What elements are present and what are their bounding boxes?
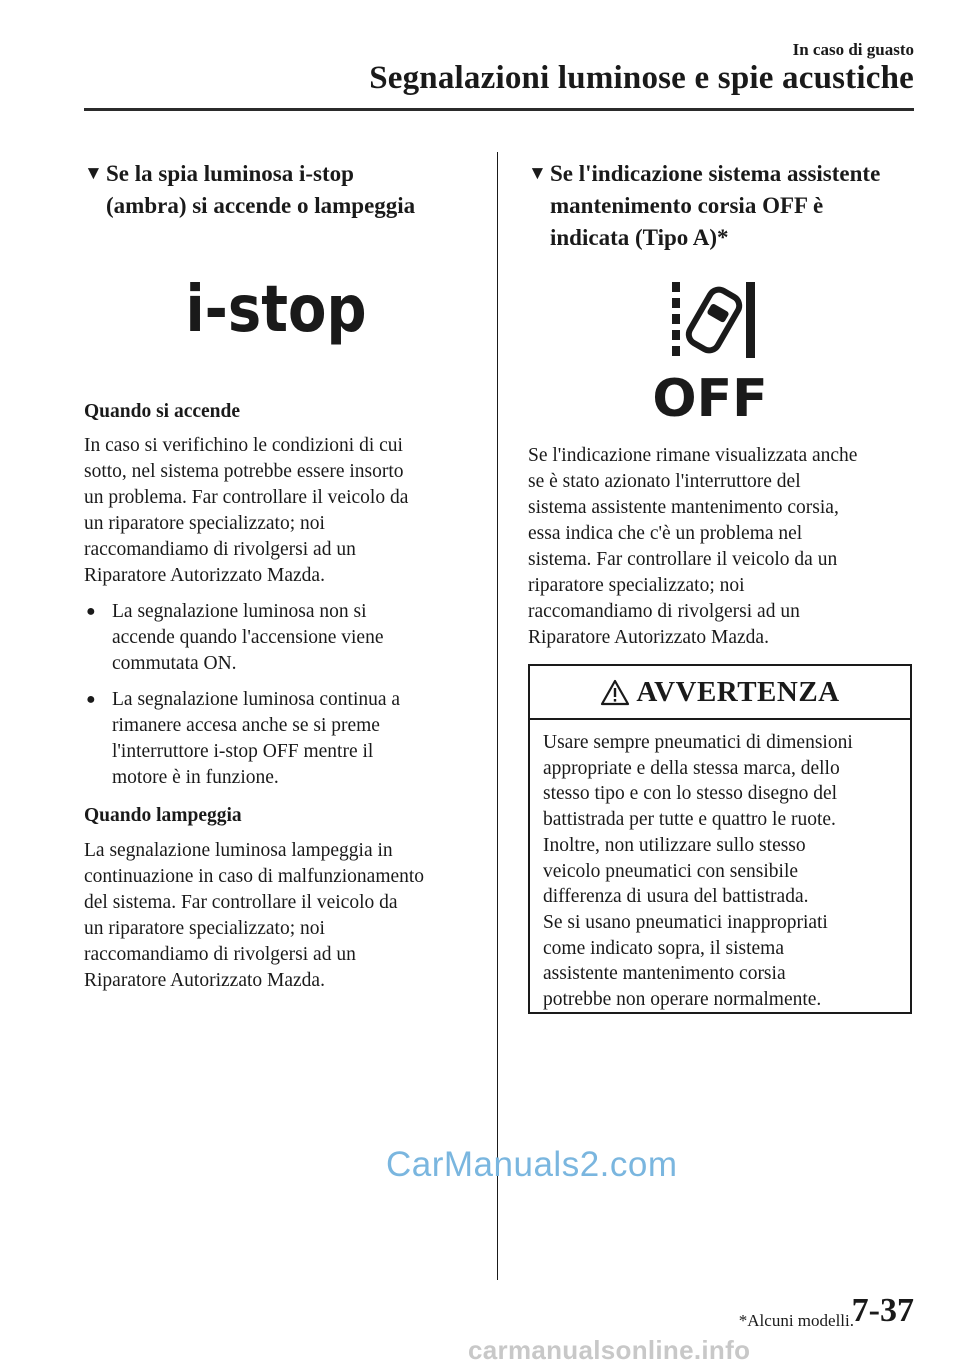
istop-heading-line: (ambra) si accende o lampeggia — [106, 193, 416, 218]
text-line: motore è in funzione. — [112, 767, 279, 788]
watermark-logo: CarManuals2.com — [386, 1145, 678, 1184]
text-line: differenza di usura del battistrada. — [543, 886, 809, 908]
lane-keep-off-icon — [652, 280, 768, 429]
text-line: Se si usano pneumatici inappropriati — [543, 911, 828, 933]
lane-keep-heading-line: indicata (Tipo A)* — [550, 225, 729, 250]
text-line: Riparatore Autorizzato Mazda. — [84, 565, 325, 586]
text-line: sotto, nel sistema potrebbe essere insorto — [84, 461, 404, 482]
text-line: potrebbe non operare normalmente. — [543, 989, 822, 1011]
text-line: un problema. Far controllare il veicolo da — [84, 487, 409, 508]
istop-heading-line: Se la spia luminosa i-stop — [106, 161, 354, 186]
text-line: l'interruttore i-stop OFF mentre il — [112, 741, 374, 762]
text-line: Usare sempre pneumatici di dimensioni — [543, 732, 853, 753]
warning-box — [528, 664, 912, 1014]
watermark-footer: carmanualsonline.info — [468, 1335, 751, 1365]
warning-header — [530, 666, 910, 720]
subhead-when-flashing: Quando lampeggia — [84, 805, 242, 826]
left-body — [84, 399, 470, 994]
left-column — [84, 158, 470, 222]
bullet-icon: ● — [86, 603, 96, 620]
warning-title: AVVERTENZA — [636, 675, 840, 708]
text-line: raccomandiamo di rivolgersi ad un — [528, 601, 800, 622]
text-line: sistema. Far controllare il veicolo da un — [528, 549, 838, 570]
lane-keep-heading-line: Se l'indicazione sistema assistente — [550, 161, 881, 186]
list-item — [84, 599, 470, 677]
warning-triangle-icon — [600, 679, 630, 706]
chapter-title: Segnalazioni luminose e spie acustiche — [369, 60, 914, 96]
istop-heading — [84, 158, 470, 222]
text-line: stesso tipo e con lo stesso disegno del — [543, 783, 838, 805]
text-line: Riparatore Autorizzato Mazda. — [528, 627, 769, 648]
lane-keep-heading — [528, 158, 914, 254]
text-line: veicolo pneumatici con sensibile — [543, 860, 799, 882]
text-line: commutata ON. — [112, 653, 237, 674]
para-when-flashing — [84, 838, 470, 994]
text-line: un riparatore specializzato; noi — [84, 918, 325, 939]
subhead-when-lit: Quando si accende — [84, 401, 241, 422]
text-line: battistrada per tutte e quattro le ruote. — [543, 809, 836, 831]
text-line: appropriate e della stessa marca, dello — [543, 757, 840, 779]
text-line: Riparatore Autorizzato Mazda. — [84, 970, 325, 991]
para-when-lit — [84, 433, 470, 589]
bullet-icon: ● — [86, 691, 96, 708]
footnote: *Alcuni modelli. — [738, 1311, 854, 1330]
text-line: raccomandiamo di rivolgersi ad un — [84, 539, 356, 560]
section-label: In caso di guasto — [792, 40, 914, 59]
column-divider — [497, 152, 498, 1280]
header-divider — [84, 108, 914, 111]
triangle-down-icon: ▼ — [84, 163, 103, 184]
text-line: del sistema. Far controllare il veicolo da — [84, 892, 398, 913]
warning-text — [530, 720, 910, 1013]
lane-keep-heading-line: mantenimento corsia OFF è — [550, 193, 824, 218]
istop-icon-label: i-stop — [185, 272, 367, 348]
lane-keep-off-label: OFF — [652, 369, 768, 429]
text-line: raccomandiamo di rivolgersi ad un — [84, 944, 356, 965]
text-line: La segnalazione luminosa lampeggia in — [84, 840, 393, 861]
text-line: In caso si verifichino le condizioni di cui — [84, 435, 403, 456]
text-line: Inoltre, non utilizzare sullo stesso — [543, 834, 806, 856]
text-line: un riparatore specializzato; noi — [84, 513, 325, 534]
text-line: se è stato azionato l'interruttore del — [528, 471, 801, 492]
text-line: rimanere accesa anche se si preme — [112, 715, 380, 736]
lane-keep-para — [528, 443, 920, 651]
right-column — [528, 158, 914, 254]
right-body — [528, 443, 920, 651]
triangle-down-icon: ▼ — [528, 163, 547, 184]
text-line: La segnalazione luminosa continua a — [112, 689, 401, 710]
text-line: accende quando l'accensione viene — [112, 627, 384, 648]
text-line: assistente mantenimento corsia — [543, 963, 786, 985]
text-line: continuazione in caso di malfunzionamento — [84, 866, 425, 887]
text-line: essa indica che c'è un problema nel — [528, 523, 803, 544]
page-number: 7-37 — [851, 1292, 914, 1329]
text-line: Se l'indicazione rimane visualizzata anche — [528, 445, 858, 466]
istop-indicator-icon — [185, 268, 367, 348]
list-item — [84, 687, 470, 791]
text-line: La segnalazione luminosa non si — [112, 601, 367, 622]
text-line: sistema assistente mantenimento corsia, — [528, 497, 839, 518]
text-line: riparatore specializzato; noi — [528, 575, 745, 596]
text-line: come indicato sopra, il sistema — [543, 937, 784, 959]
